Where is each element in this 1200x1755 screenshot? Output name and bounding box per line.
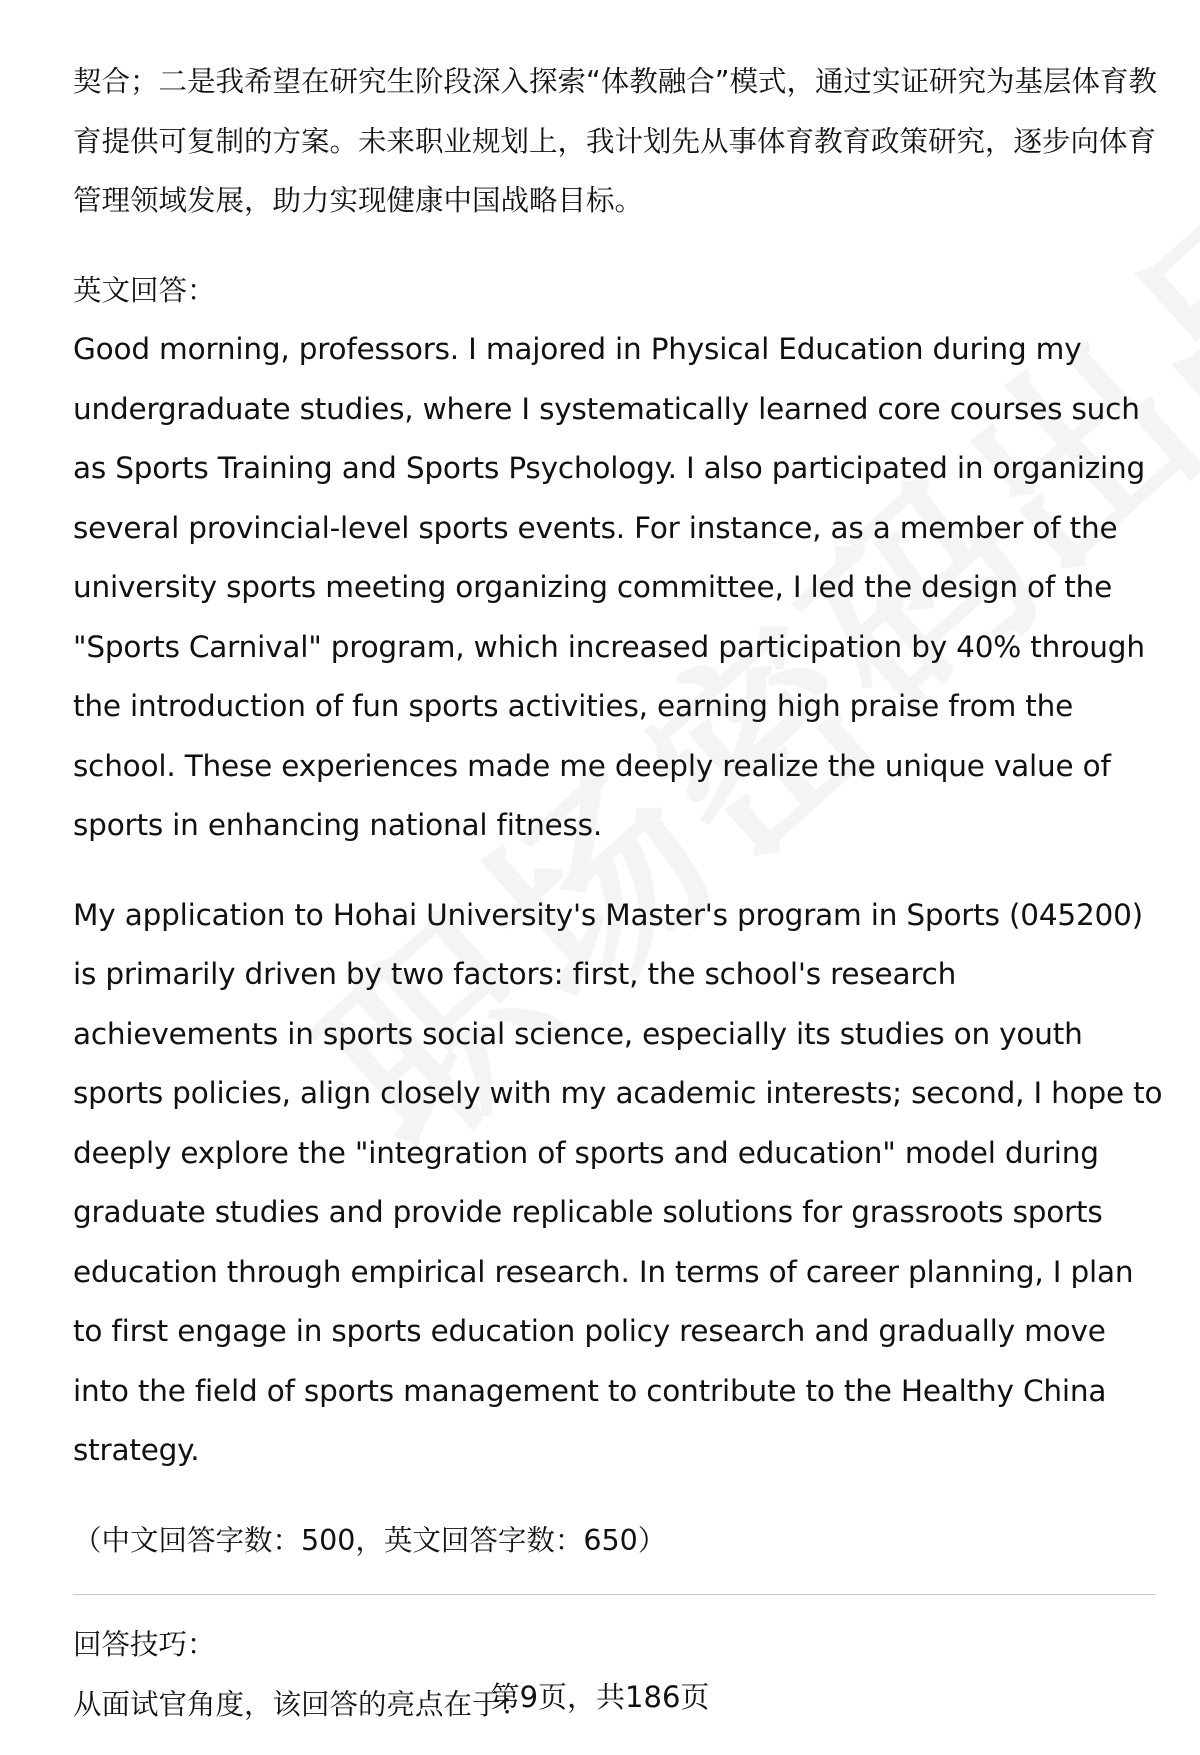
section-divider <box>73 1594 1156 1595</box>
document-body <box>73 52 1163 1734</box>
spacer <box>73 856 1163 886</box>
page-indicator: 第9页，共186页 <box>490 1680 710 1714</box>
chinese-answer-continuation: 契合；二是我希望在研究生阶段深入探索“体教融合”模式，通过实证研究为基层体育教育提供可复制的方案。未来职业规划上，我计划先从事体育教育政策研究，逐步向体育管理领域发展，助力实现健康中国战略目标。 <box>73 65 1158 217</box>
english-answer-paragraph-1: Good morning, professors. I majored in Physical Education during my undergraduate studies, where I systematically learned core courses such as Sports Training and Sports Psychology. I also participated in organizing several provincial-level sports events. For instance, as a member of the university sports meeting organizing committee, I led the design of the "Sports Carnival" program, which increased participation by 40% through the introduction of fun sports activities, earning high praise from the school. These experiences made me deeply realize the unique value of sports in enhancing national fitness. <box>73 332 1146 842</box>
word-count-note: （中文回答字数：500，英文回答字数：650） <box>73 1523 667 1557</box>
answer-tips-label: 回答技巧： <box>73 1628 216 1661</box>
answer-tips-intro: 从面试官角度，该回答的亮点在于： <box>73 1687 530 1721</box>
english-answer-label: 英文回答： <box>73 273 216 307</box>
english-answer-paragraph-2: My application to Hohai University's Master's program in Sports (045200) is primarily driven by two factors: first, the school's research achievements in sports social science, especially its studies on youth sports policies, align closely with my academic interests; second, I hope to deeply explore the "integration of sports and education" model during graduate studies and provide replicable solutions for grassroots sports education through empirical research. In terms of career planning, I plan to first engage in sports education policy research and gradually move into the field of sports management to contribute to the Healthy China strategy. <box>73 897 1163 1467</box>
spacer <box>73 1481 1163 1511</box>
spacer <box>73 231 1163 261</box>
